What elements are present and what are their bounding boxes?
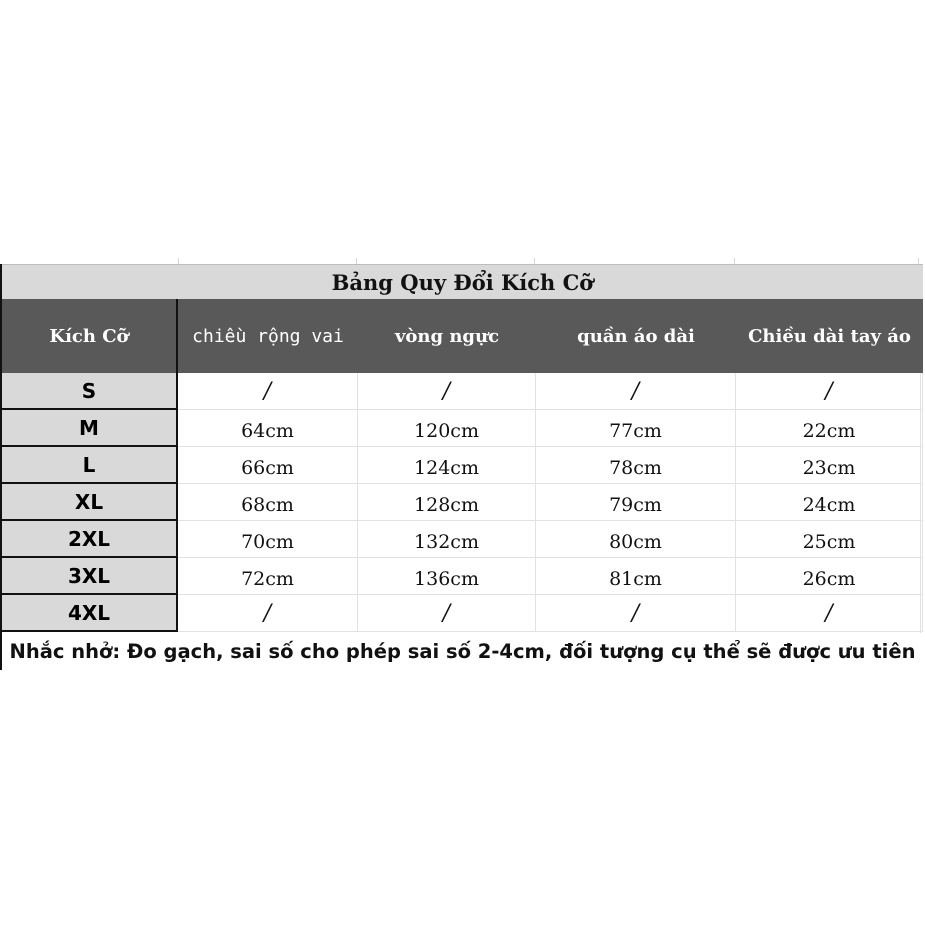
table-cell: 132cm: [358, 521, 536, 558]
table-cell: /: [358, 595, 536, 632]
table-row: [2, 558, 923, 595]
table-cell: /: [178, 595, 358, 632]
header-shoulder-width: chiều rộng vai: [192, 325, 344, 347]
table-cell: 120cm: [358, 410, 536, 447]
header-length: quần áo dài: [577, 325, 695, 347]
table-cell: 25cm: [736, 521, 923, 558]
table-cell: /: [736, 373, 923, 410]
table-cell: 24cm: [736, 484, 923, 521]
table-row: [2, 373, 923, 410]
size-label: XL: [2, 484, 178, 521]
table-row: [2, 521, 923, 558]
table-cell: 72cm: [178, 558, 358, 595]
table-cell: 124cm: [358, 447, 536, 484]
table-row: [2, 595, 923, 632]
table-cell: 70cm: [178, 521, 358, 558]
table-cell: 64cm: [178, 410, 358, 447]
table-cell: 81cm: [536, 558, 736, 595]
size-label: 4XL: [2, 595, 178, 632]
table-right-edge: [920, 373, 921, 633]
size-label: 3XL: [2, 558, 178, 595]
table-row: [2, 484, 923, 521]
table-cell: /: [536, 373, 736, 410]
table-row: [2, 410, 923, 447]
table-cell: 79cm: [536, 484, 736, 521]
table-cell: 136cm: [358, 558, 536, 595]
table-title: Bảng Quy Đổi Kích Cỡ: [2, 264, 923, 300]
header-sleeve-length: Chiều dài tay áo: [748, 325, 911, 347]
table-cell: 68cm: [178, 484, 358, 521]
table-cell: 23cm: [736, 447, 923, 484]
table-cell: /: [536, 595, 736, 632]
header-size: Kích Cỡ: [2, 299, 178, 373]
header-chest: vòng ngực: [394, 325, 500, 347]
table-cell: 78cm: [536, 447, 736, 484]
table-cell: 77cm: [536, 410, 736, 447]
table-cell: /: [358, 373, 536, 410]
table-body: [2, 373, 923, 632]
table-cell: /: [178, 373, 358, 410]
measurement-note: Nhắc nhở: Đo gạch, sai số cho phép sai số 2-4cm, đối tượng cụ thể sẽ được ưu tiên: [9, 639, 916, 663]
table-row: [2, 447, 923, 484]
size-chart: [0, 258, 925, 670]
size-label: S: [2, 373, 178, 410]
size-label: 2XL: [2, 521, 178, 558]
table-cell: 26cm: [736, 558, 923, 595]
size-label: M: [2, 410, 178, 447]
table-cell: 66cm: [178, 447, 358, 484]
table-cell: 80cm: [536, 521, 736, 558]
table-cell: 128cm: [358, 484, 536, 521]
table-cell: /: [736, 595, 923, 632]
table-header-row: [2, 299, 923, 373]
size-label: L: [2, 447, 178, 484]
table-cell: 22cm: [736, 410, 923, 447]
